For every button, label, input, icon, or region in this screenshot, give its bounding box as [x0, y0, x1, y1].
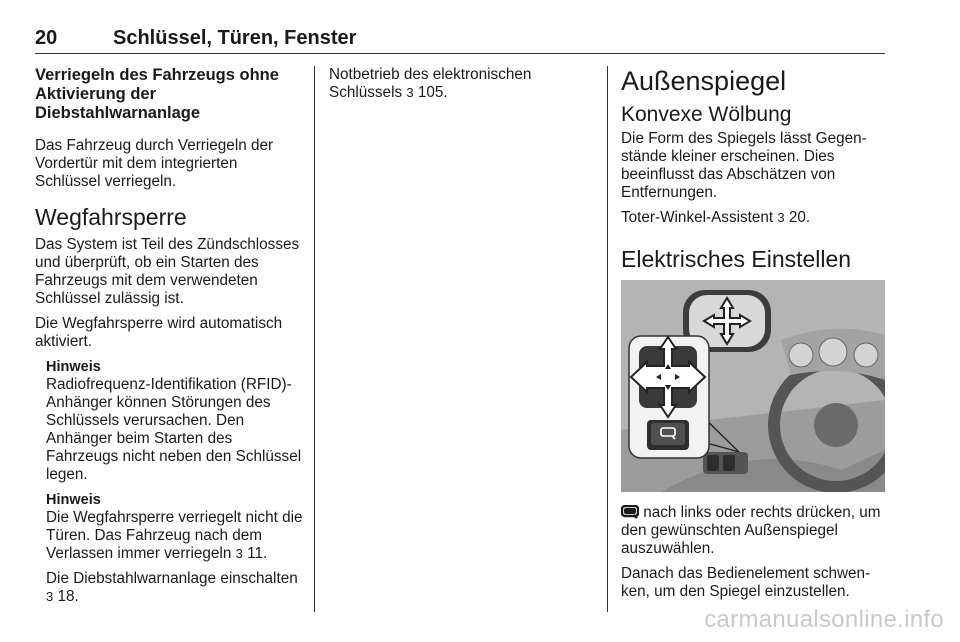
immobilizer-text-2: Die Wegfahrsperre wird automatisch aktiviert.	[35, 315, 283, 350]
page-reference[interactable]: 11.	[247, 545, 268, 562]
note-label: Hinweis	[46, 492, 101, 508]
page-reference[interactable]: 105.	[417, 84, 448, 101]
note-immobilizer-doors	[46, 491, 303, 606]
column-divider	[607, 66, 608, 612]
section-title-immobilizer: Wegfahrsperre	[35, 204, 187, 230]
page-reference[interactable]: 18.	[57, 588, 79, 605]
page-number: 20	[35, 27, 58, 49]
section-title-lock-without-alarm: Verriegeln des Fahrzeugs ohne Aktivierung der Diebstahlwarnanlage	[35, 66, 279, 122]
blind-spot-text: Toter-Winkel-Assistent 3 20.	[621, 209, 811, 226]
page-reference-icon: 3	[406, 85, 414, 100]
section-title-exterior-mirrors: Außenspiegel	[621, 66, 787, 96]
emergency-key-text: Notbetrieb des elektronischen Schlüssels 3 105.	[329, 66, 532, 101]
note-text: Die Wegfahrsperre verriegelt nicht die Türen. Das Fahrzeug nach dem Verlassen immer verriegeln 3 11.	[46, 509, 303, 562]
instruction-adjust-mirror: Danach das Bedienelement schwenken, um den Spiegel einzustellen.	[621, 565, 871, 600]
alarm-text: Die Diebstahlwarnanlage einschalten 3 18.	[46, 570, 298, 605]
note-rfid	[46, 358, 303, 484]
section-title-convex: Konvexe Wölbung	[621, 103, 792, 126]
page-reference-icon: 3	[777, 210, 785, 225]
instruction-select-mirror: nach links oder rechts drücken, um den gewünschten Außenspiegel auszuwählen.	[621, 504, 881, 557]
section-title-electric-adjust: Elektrisches Einstellen	[621, 246, 852, 272]
page-reference-icon: 3	[46, 589, 54, 604]
page-reference-icon: 3	[235, 546, 243, 561]
watermark: carmanualsonline.info	[704, 606, 944, 633]
immobilizer-text-1: Das System ist Teil des Zündschlosses und überprüft, ob ein Starten des Fahrzeugs mit dem verwendeten Schlüssel zulässig ist.	[35, 236, 300, 307]
chapter-title: Schlüssel, Türen, Fenster	[113, 27, 357, 49]
column-left	[35, 66, 303, 606]
page-reference[interactable]: 20.	[788, 209, 811, 226]
page-header	[35, 27, 885, 54]
note-label: Hinweis	[46, 359, 101, 375]
column-divider	[314, 66, 315, 612]
convex-text: Die Form des Spiegels lässt Gegenstände kleiner erscheinen. Dies beeinflusst das Abschätzen von Entfernungen.	[621, 130, 867, 201]
column-right	[621, 66, 889, 601]
lock-text: Das Fahrzeug durch Verriegeln der Vordertür mit dem integrierten Schlüssel verriegeln.	[35, 137, 274, 190]
note-text: Radiofrequenz-Identifikation (RFID)-Anhänger können Störungen des Schlüssels verursachen. Den Anhänger beim Starten des Fahrzeugs nicht neben den Schlüssel legen.	[46, 376, 302, 483]
mirror-selector-icon	[621, 505, 639, 519]
mirror-control-illustration	[621, 280, 885, 492]
column-middle	[329, 66, 597, 102]
